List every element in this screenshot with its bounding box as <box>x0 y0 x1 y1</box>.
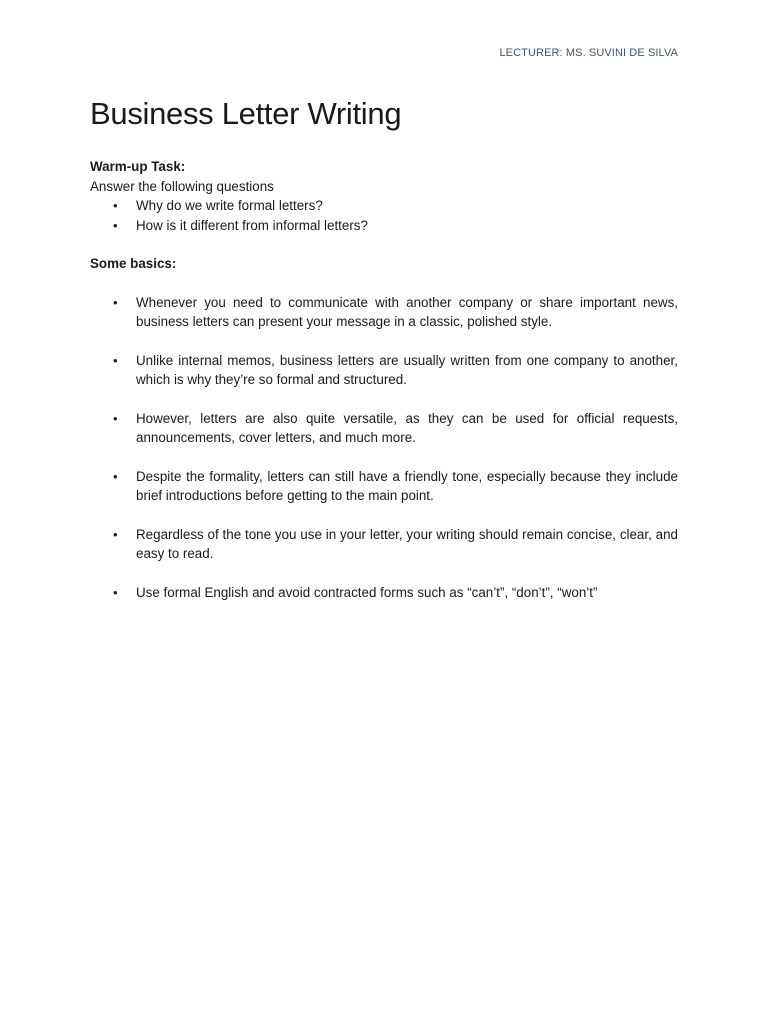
bullet-icon: • <box>113 294 118 310</box>
bullet-icon: • <box>113 468 118 484</box>
warmup-heading: Warm-up Task: <box>90 159 186 174</box>
bullet-icon: • <box>113 352 118 368</box>
list-item <box>90 196 678 216</box>
list-item <box>90 293 678 332</box>
warmup-question: Why do we write formal letters? <box>136 198 323 213</box>
basics-point: Despite the formality, letters can still have a friendly tone, especially because they include brief introductions before getting to the main point. <box>136 468 678 503</box>
list-item <box>90 409 678 448</box>
basics-heading: Some basics: <box>90 256 177 271</box>
basics-point: Whenever you need to communicate with another company or share important news, business letters can present your message in a classic, polished style. <box>136 294 678 329</box>
warmup-intro: Answer the following questions <box>90 178 274 194</box>
basics-point: Regardless of the tone you use in your letter, your writing should remain concise, clear, and easy to read. <box>136 526 678 561</box>
bullet-icon: • <box>113 526 118 542</box>
bullet-icon: • <box>113 217 118 233</box>
document-body <box>90 157 678 621</box>
list-item <box>90 467 678 506</box>
list-item <box>90 351 678 390</box>
basics-point: However, letters are also quite versatile, as they can be used for official requests, announcements, cover letters, and much more. <box>136 410 678 445</box>
bullet-icon: • <box>113 410 118 426</box>
basics-point: Use formal English and avoid contracted forms such as “can’t”, “don’t”, “won’t” <box>136 584 598 600</box>
page-title: Business Letter Writing <box>90 96 402 131</box>
bullet-icon: • <box>113 198 118 213</box>
basics-point: Unlike internal memos, business letters are usually written from one company to another, which is why they’re so formal and structured. <box>136 352 678 387</box>
lecturer-header: LECTURER: MS. SUVINI DE SILVA <box>499 47 678 59</box>
list-item <box>90 583 678 603</box>
list-item <box>90 216 678 236</box>
bullet-icon: • <box>113 584 118 600</box>
warmup-question: How is it different from informal letters? <box>136 217 368 233</box>
warmup-question-list <box>90 196 678 235</box>
list-item <box>90 525 678 564</box>
basics-list <box>90 293 678 603</box>
